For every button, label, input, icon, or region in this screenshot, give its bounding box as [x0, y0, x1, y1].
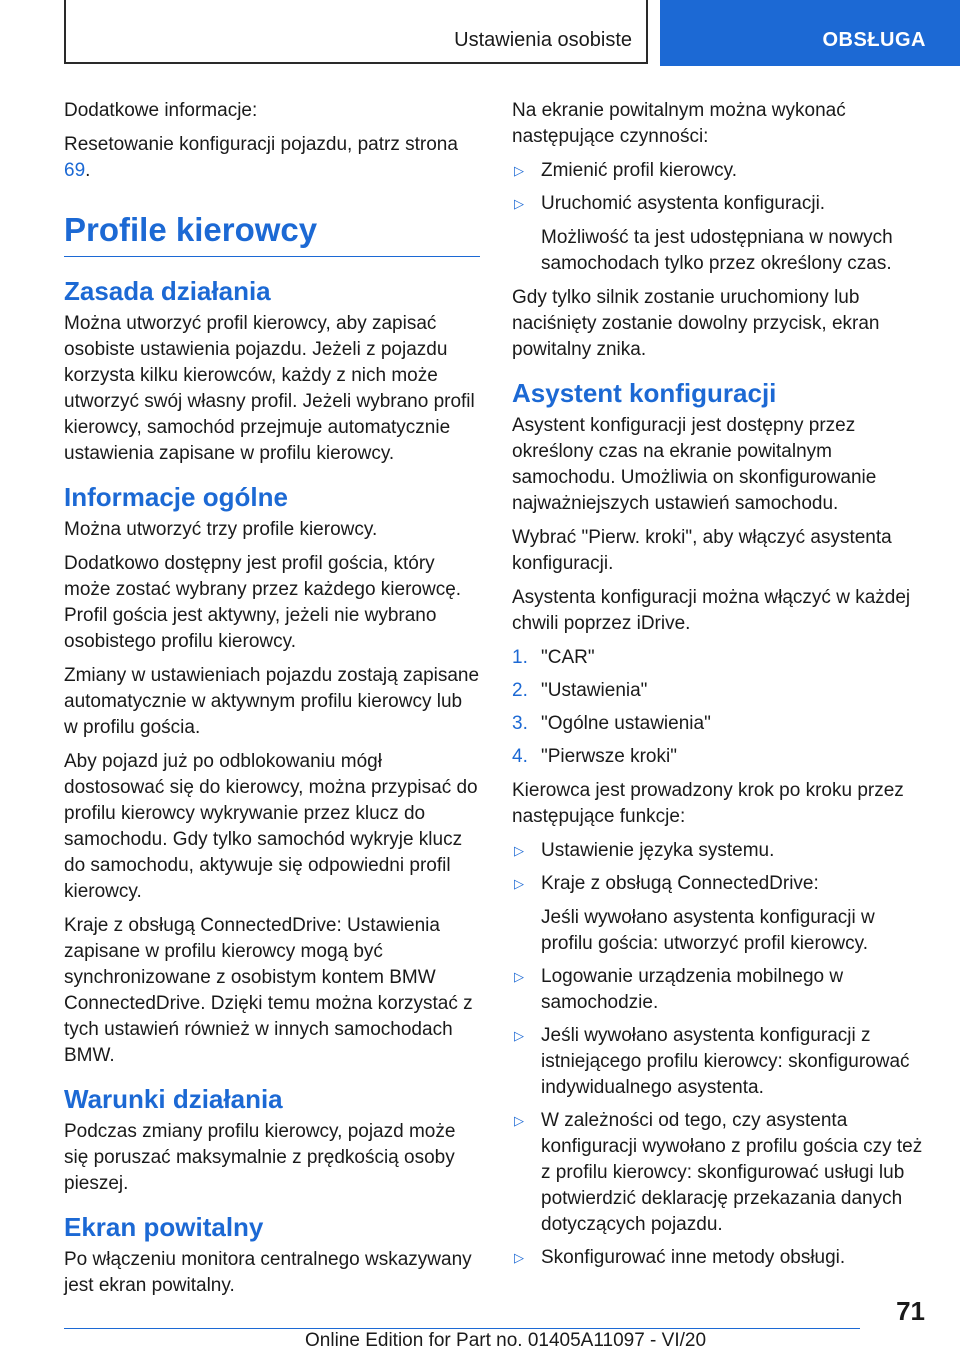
header-section-title: Ustawienia osobiste — [454, 29, 632, 51]
paragraph: Gdy tylko silnik zostanie uruchomiony lub naciśnięty zostanie dowolny przycisk, ekran powitalny znika. — [512, 287, 880, 360]
step-item — [512, 645, 928, 671]
header-section-box — [64, 0, 648, 64]
step-text: "Pierwsze kroki" — [541, 746, 677, 767]
list-item-note: Możliwość ta jest udostępniana w nowych samochodach tylko przez określony czas. — [541, 227, 893, 274]
paragraph: Na ekranie powitalnym można wykonać następujące czynności: — [512, 100, 846, 147]
list-item — [512, 871, 928, 957]
footer-edition: Online Edition for Part no. 01405A11097 - VI/20 — [305, 1330, 707, 1351]
list-item-text: Uruchomić asystenta konfiguracji. — [541, 193, 826, 214]
step-text: "Ogólne ustawienia" — [541, 713, 711, 734]
left-column — [64, 98, 480, 1307]
triangle-bullet-icon: ▷ — [514, 843, 524, 858]
triangle-bullet-icon: ▷ — [514, 1113, 524, 1128]
bullet-list — [512, 838, 928, 1271]
step-number: 4. — [512, 746, 528, 767]
paragraph: Podczas zmiany profilu kierowcy, pojazd może się poruszać maksymalnie z prędkością osoby pieszej. — [64, 1121, 456, 1194]
paragraph: Po włączeniu monitora centralnego wskazywany jest ekran powitalny. — [64, 1249, 472, 1296]
step-item — [512, 744, 928, 770]
step-text: "Ustawienia" — [541, 680, 648, 701]
page-number: 71 — [896, 1296, 925, 1326]
section-heading: Asystent konfiguracji — [512, 378, 777, 408]
list-item — [512, 838, 928, 864]
triangle-bullet-icon: ▷ — [514, 1028, 524, 1043]
list-item-note: Jeśli wywołano asystenta konfiguracji w profilu gościa: utworzyć profil kierowcy. — [541, 907, 875, 954]
section-heading: Ekran powitalny — [64, 1212, 264, 1242]
paragraph: Dodatkowo dostępny jest profil gościa, który może zostać wybrany przez każdego kierowcę. Profil gościa jest aktywny, jeżeli nie wybrano osobistego profilu kierowcy. — [64, 553, 462, 652]
paragraph: Asystenta konfiguracji można włączyć w każdej chwili poprzez iDrive. — [512, 587, 911, 634]
triangle-bullet-icon: ▷ — [514, 1250, 524, 1265]
footer-divider — [64, 1328, 860, 1329]
section-heading: Zasada działania — [64, 276, 271, 306]
paragraph: Dodatkowe informacje: — [64, 100, 258, 121]
paragraph: Asystent konfiguracji jest dostępny przez określony czas na ekranie powitalnym samochodu. Umożliwia on skonfigurowanie najważniejszych ustawień samochodu. — [512, 415, 877, 514]
list-item — [512, 1023, 928, 1101]
step-item — [512, 711, 928, 737]
bullet-list — [512, 158, 928, 277]
list-item — [512, 1108, 928, 1238]
triangle-bullet-icon: ▷ — [514, 969, 524, 984]
header-chapter-label: OBSŁUGA — [822, 29, 926, 51]
right-column — [512, 98, 928, 1279]
list-item — [512, 158, 928, 184]
header-chapter-tab — [660, 0, 960, 66]
paragraph: Można utworzyć trzy profile kierowcy. — [64, 519, 378, 540]
list-item — [512, 1245, 928, 1271]
paragraph: Wybrać "Pierw. kroki", aby włączyć asystenta konfiguracji. — [512, 527, 892, 574]
list-item-text: Ustawienie języka systemu. — [541, 840, 775, 861]
triangle-bullet-icon: ▷ — [514, 163, 524, 178]
list-item-text: W zależności od tego, czy asystenta konfiguracji wywołano z profilu gościa czy też z profilu kierowcy: skonfigurować usługi lub potwierdzić deklarację przekazania danych dotyczących pojazdu. — [541, 1110, 923, 1235]
list-item — [512, 191, 928, 277]
list-item-text: Skonfigurować inne metody obsługi. — [541, 1247, 846, 1268]
list-item-text: Logowanie urządzenia mobilnego w samochodzie. — [541, 966, 844, 1013]
section-heading: Warunki działania — [64, 1084, 283, 1114]
triangle-bullet-icon: ▷ — [514, 876, 524, 891]
paragraph: Kierowca jest prowadzony krok po kroku przez następujące funkcje: — [512, 780, 904, 827]
list-item-text: Kraje z obsługą ConnectedDrive: — [541, 873, 819, 894]
paragraph: Zmiany w ustawieniach pojazdu zostają zapisane automatycznie w aktywnym profilu kierowcy lub w profilu gościa. — [64, 665, 480, 738]
page-reference-link[interactable]: 69 — [64, 160, 86, 181]
section-heading: Informacje ogólne — [64, 482, 288, 512]
paragraph: Aby pojazd już po odblokowaniu mógł dostosować się do kierowcy, można przypisać do profilu kierowcy wykrywanie przez klucz do samochodu. Gdy tylko samochód wykryje klucz do samochodu, aktywuje się odpowiedni profil kierowcy. — [64, 751, 478, 902]
step-text: "CAR" — [541, 647, 595, 668]
list-item — [512, 964, 928, 1016]
paragraph-text: . — [85, 160, 91, 181]
list-item-text: Jeśli wywołano asystenta konfiguracji z istniejącego profilu kierowcy: skonfigurować indywidualnego asystenta. — [541, 1025, 910, 1098]
paragraph: Można utworzyć profil kierowcy, aby zapisać osobiste ustawienia pojazdu. Jeżeli z pojazdu korzysta kilku kierowców, każdy z nich może utworzyć swój własny profil. Jeżeli wybrano profil kierowcy, samochód przejmuje automatycznie ustawienia zapisane w profilu kierowcy. — [64, 313, 475, 464]
step-number: 3. — [512, 713, 528, 734]
step-number: 1. — [512, 647, 528, 668]
numbered-steps — [512, 645, 928, 770]
list-item-text: Zmienić profil kierowcy. — [541, 160, 738, 181]
paragraph — [64, 132, 480, 184]
paragraph-text: Resetowanie konfiguracji pojazdu, patrz strona — [64, 134, 458, 155]
step-number: 2. — [512, 680, 528, 701]
paragraph: Kraje z obsługą ConnectedDrive: Ustawienia zapisane w profilu kierowcy mogą być synchronizowane z osobistym kontem BMW ConnectedDrive. Dzięki temu można korzystać z tych ustawień również w innych samochodach BMW. — [64, 915, 473, 1066]
chapter-title: Profile kierowcy — [64, 210, 480, 257]
step-item — [512, 678, 928, 704]
triangle-bullet-icon: ▷ — [514, 196, 524, 211]
